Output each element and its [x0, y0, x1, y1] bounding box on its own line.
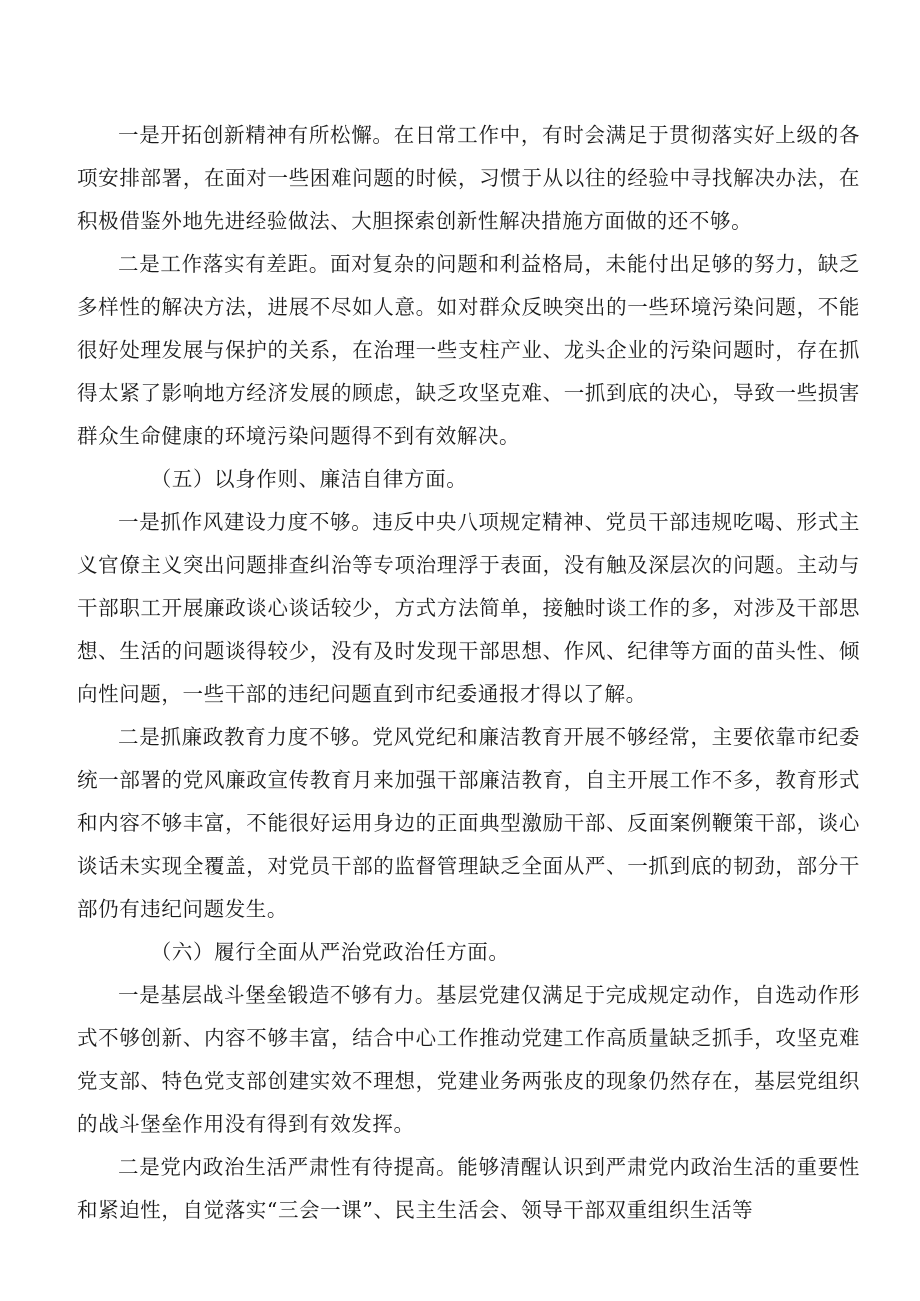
- paragraph-style-building: 一是抓作风建设力度不够。违反中央八项规定精神、党员干部违规吃喝、形式主义官僚主义突出问题排查纠治等专项治理浮于表面，没有触及深层次的问题。主动与干部职工开展廉政谈心谈话较少，方式方法简单，接触时谈工作的多，对涉及干部思想、生活的问题谈得较少，没有及时发现干部思想、作风、纪律等方面的苗头性、倾向性问题，一些干部的违纪问题直到市纪委通报才得以了解。: [77, 510, 860, 706]
- paragraph-work-implementation: 二是工作落实有差距。面对复杂的问题和利益格局，未能付出足够的努力，缺乏多样性的解决方法，进展不尽如人意。如对群众反映突出的一些环境污染问题，不能很好处理发展与保护的关系，在治理一些支柱产业、龙头企业的污染问题时，存在抓得太紧了影响地方经济发展的顾虑，缺乏攻坚克难、一抓到底的决心，导致一些损害群众生命健康的环境污染问题得不到有效解决。: [77, 252, 860, 448]
- paragraph-political-life: 二是党内政治生活严肃性有待提高。能够清醒认识到严肃党内政治生活的重要性和紧迫性，自觉落实“三会一课”、民主生活会、领导干部双重组织生活等: [77, 1155, 860, 1222]
- paragraph-innovation: 一是开拓创新精神有所松懈。在日常工作中，有时会满足于贯彻落实好上级的各项安排部署，在面对一些困难问题的时候，习惯于从以往的经验中寻找解决办法，在积极借鉴外地先进经验做法、大胆探索创新性解决措施方面做的还不够。: [77, 123, 860, 233]
- paragraph-grassroots-party: 一是基层战斗堡垒锻造不够有力。基层党建仅满足于完成规定动作，自选动作形式不够创新、内容不够丰富，结合中心工作推动党建工作高质量缺乏抓手，攻坚克难党支部、特色党支部创建实效不理想，党建业务两张皮的现象仍然存在，基层党组织的战斗堡垒作用没有得到有效发挥。: [77, 983, 860, 1136]
- section-heading-5: （五）以身作则、廉洁自律方面。: [150, 467, 468, 491]
- paragraph-integrity-education: 二是抓廉政教育力度不够。党风党纪和廉洁教育开展不够经常，主要依靠市纪委统一部署的党风廉政宣传教育月来加强干部廉洁教育，自主开展工作不多，教育形式和内容不够丰富，不能很好运用身边的正面典型激励干部、反面案例鞭策干部，谈心谈话未实现全覆盖，对党员干部的监督管理缺乏全面从严、一抓到底的韧劲，部分干部仍有违纪问题发生。: [77, 725, 860, 921]
- section-heading-6: （六）履行全面从严治党政治任方面。: [150, 940, 510, 964]
